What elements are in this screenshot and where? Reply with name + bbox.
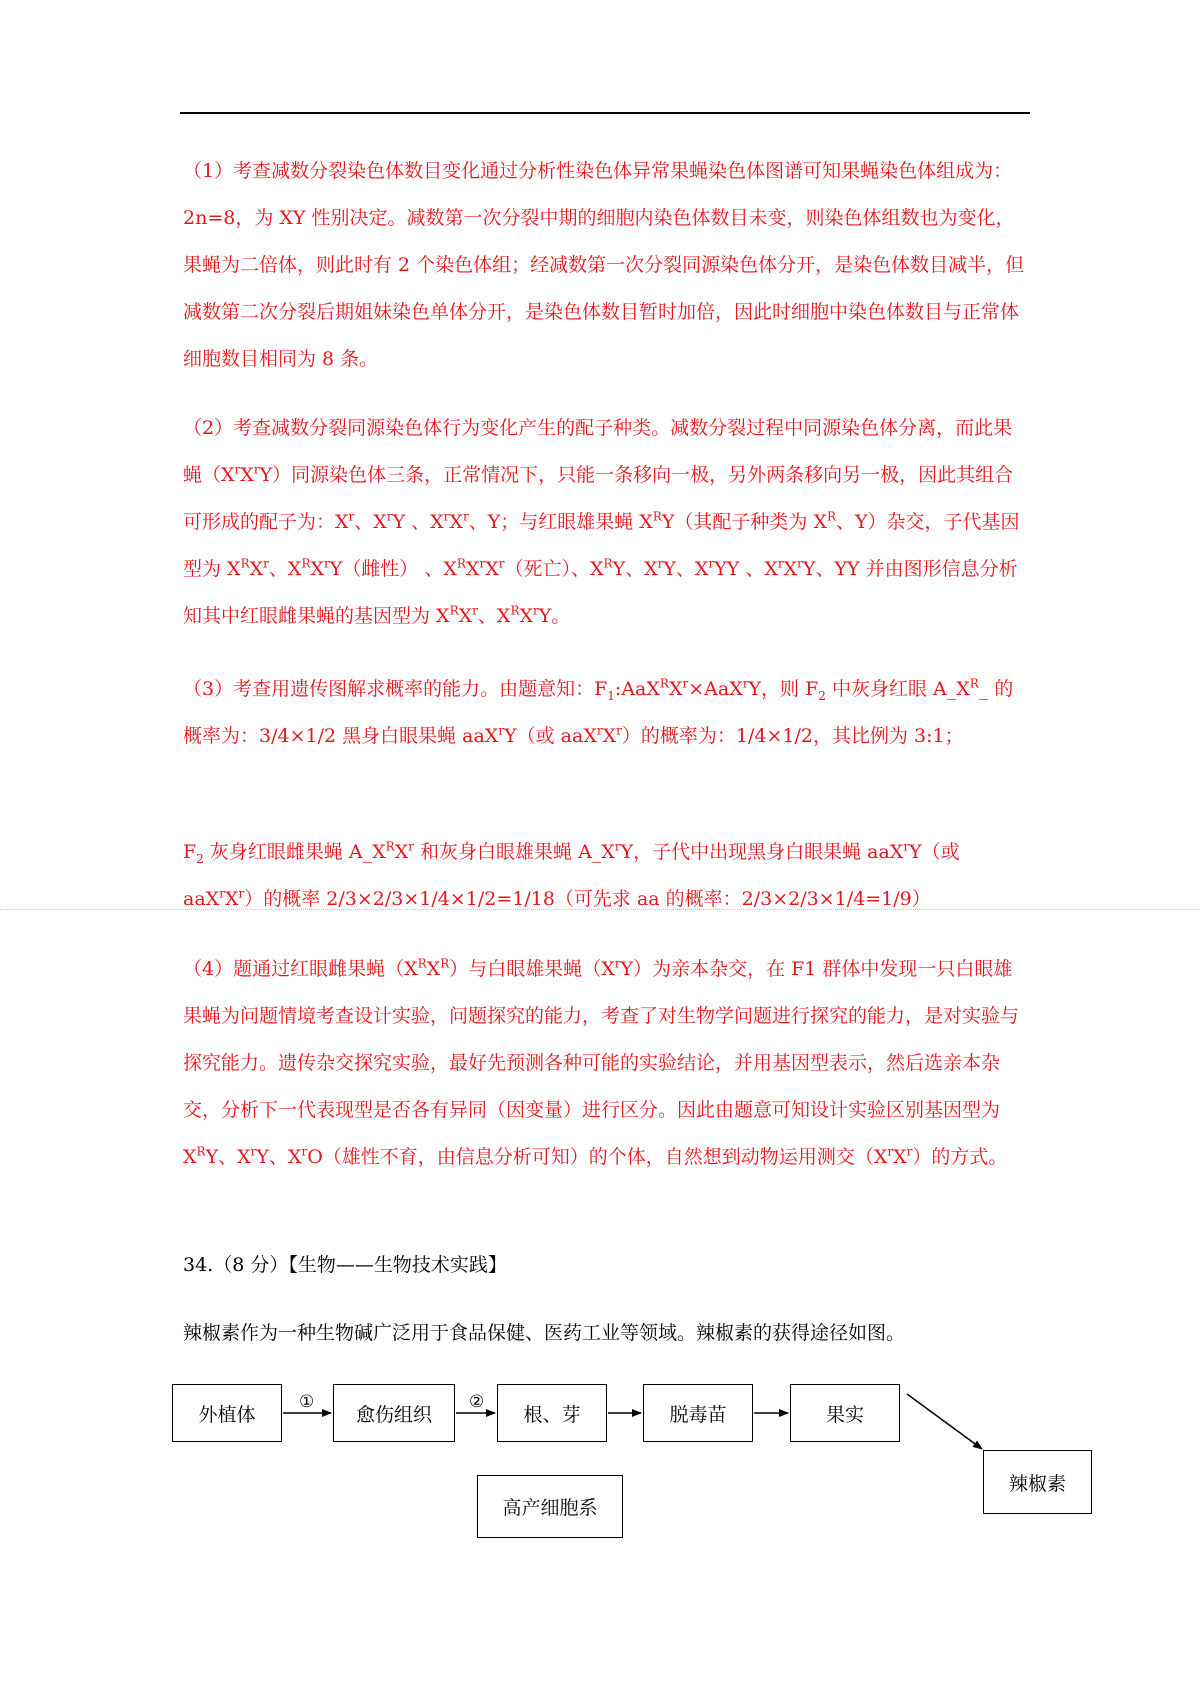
box-fruit: 果实 [790,1384,900,1442]
answer-paragraph-3-continued: $F_2$ 灰身红眼雌果蝇 $A\_X^RX^r$ 和灰身白眼雄果蝇 $A\_X^rY$，子代中出现黑身白眼果蝇 aaX$^r$Y（或 $aaX^rX^r$）的概率 2/3×2/3×1/4×1/2=1/18（可先求 aa 的概率：2/3×2/3×1/4=1/9） [183,839,960,910]
question-34-intro: 辣椒素作为一种生物碱广泛用于食品保健、医药工业等领域。辣椒素的获得途径如图。 [183,1322,906,1344]
question-34-heading: 34.（8 分）【生物——生物技术实践】 [183,1254,507,1276]
box-high-yield-cell-line: 高产细胞系 [477,1475,623,1538]
answer-paragraph-4: （4）题通过红眼雌果蝇$(X^RX^R)$与白眼雄果蝇$(X^rY)$为亲本杂交，在 F1 群体中发现一只白眼雄果蝇为问题情境考查设计实验，问题探究的能力，考查了对生物学问题进行探究的能力，是对实验与探究能力。遗传杂交探究实验，最好先预测各种可能的实验结论，并用基因型表示，然后选亲本杂交，分析下一代表现型是否各有异同（因变量）进行区分。因此由题意可知设计实验区别基因型为 $X^RY$、$X^rY$、$X^rO$（雄性不育，由信息分析可知）的个体，自然想到动物运用测交$(X^rX^r)$的方式。 [183,956,1020,1168]
arrow-fruit-to-capsaicin [907,1394,982,1449]
box-callus: 愈伤组织 [333,1384,455,1442]
box-capsaicin: 辣椒素 [983,1450,1092,1514]
box-explant: 外植体 [172,1384,282,1442]
answer-paragraph-3: （3）考查用遗传图解求概率的能力。由题意知：$F_1:AaX^RX^r\times AaX^rY$，则 $F_2$ 中灰身红眼 $A\_X^R\_$ 的概率为：3/4×1/2 黑身白眼果蝇 aaX$^r$Y（或 $aaX^rX^r$）的概率为：1/4×1/2，其比例为 3:1； [183,676,1014,747]
answer-paragraph-1: （1）考查减数分裂染色体数目变化通过分析性染色体异常果蝇染色体图谱可知果蝇染色体组成为：2n=8，为 XY 性别决定。减数第一次分裂中期的细胞内染色体数目未变，则染色体组数也为变化，果蝇为二倍体，则此时有 2 个染色体组；经减数第一次分裂同源染色体分开，是染色体数目减半，但减数第二次分裂后期姐妹染色单体分开，是染色体数目暂时加倍，因此时细胞中染色体数目与正常体细胞数目相同为 8 条。 [183,160,1025,370]
step-2-label: ② [469,1392,485,1412]
box-virus-free-seedling: 脱毒苗 [643,1384,753,1442]
box-roots-shoots: 根、芽 [497,1384,607,1442]
answer-paragraph-2: （2）考查减数分裂同源染色体行为变化产生的配子种类。减数分裂过程中同源染色体分离，而此果蝇$(X^rX^rY)$同源染色体三条，正常情况下，只能一条移向一极，另外两条移向另一极，因此其组合可形成的配子为：$X^r$、$X^rY$ 、$X^rX^r$、Y；与红眼雄果蝇 $X^RY$（其配子种类为 $X^R$、Y）杂交，子代基因型为 $X^RX^r$、$X^RX^rY$（雌性） 、$X^RX^rX^r$（死亡）、$X^RY$、$X^rY$、$X^rYY$ 、$X^rX^rY$、YY 并由图形信息分析知其中红眼雌果蝇的基因型为 $X^RX^r$、$X^RX^rY$。 [183,417,1020,627]
step-1-label: ① [299,1392,315,1412]
